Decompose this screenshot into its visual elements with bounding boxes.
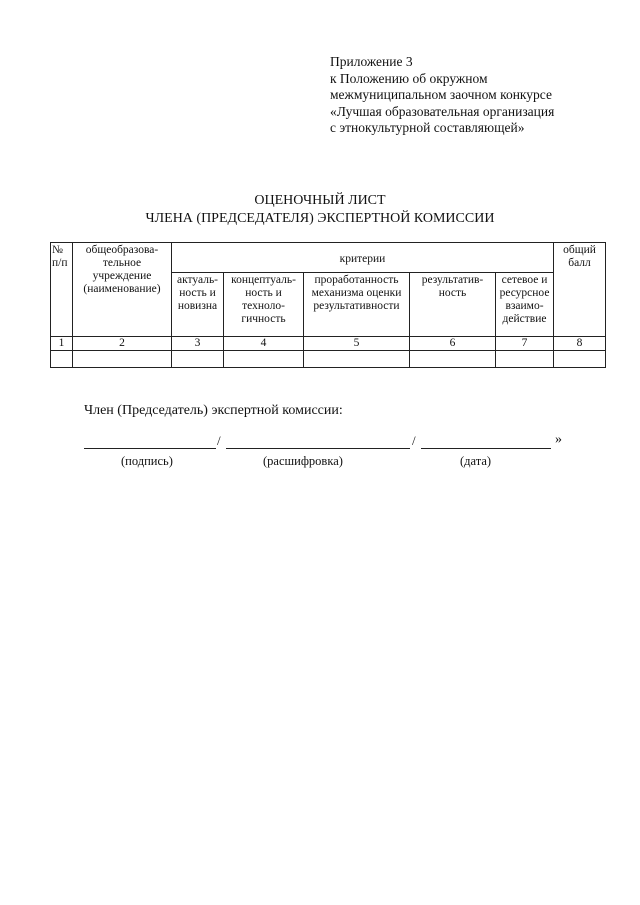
criterion-relevance: актуаль-ность и новизна xyxy=(172,273,224,337)
document-subtitle: ЧЛЕНА (ПРЕДСЕДАТЕЛЯ) ЭКСПЕРТНОЙ КОМИССИИ xyxy=(145,211,495,226)
caption-date: (дата) xyxy=(460,454,492,468)
table-cell[interactable] xyxy=(496,351,554,368)
column-number: 1 xyxy=(51,337,73,351)
table-cell[interactable] xyxy=(410,351,496,368)
table-cell[interactable] xyxy=(73,351,172,368)
member-label: Член (Председатель) экспертной комиссии: xyxy=(84,403,343,418)
table-row xyxy=(51,351,606,368)
document-title: ОЦЕНОЧНЫЙ ЛИСТ xyxy=(254,193,386,208)
column-number: 4 xyxy=(224,337,304,351)
appendix-line: «Лучшая образовательная организация xyxy=(330,103,555,119)
column-number: 6 xyxy=(410,337,496,351)
appendix-line: Приложение 3 xyxy=(330,54,413,69)
header-criteria: критерии xyxy=(172,243,554,273)
evaluation-table xyxy=(50,242,606,368)
closing-quote: » xyxy=(555,432,562,447)
appendix-block xyxy=(330,54,630,137)
appendix-line: к Положению об окружном xyxy=(330,70,488,86)
criterion-results: результатив-ность xyxy=(410,273,496,337)
header-total: общий балл xyxy=(554,243,606,337)
appendix-line: межмуниципальном заочном конкурсе xyxy=(330,87,552,102)
criterion-mechanism: проработанность механизма оценки результативности xyxy=(304,273,410,337)
appendix-line: с этнокультурной составляющей» xyxy=(330,120,525,135)
separator: / xyxy=(412,433,416,448)
table-cell[interactable] xyxy=(554,351,606,368)
table-cell[interactable] xyxy=(224,351,304,368)
caption-sign: (подпись) xyxy=(121,454,173,468)
date-line[interactable] xyxy=(421,434,551,449)
column-number: 8 xyxy=(554,337,606,351)
column-number: 7 xyxy=(496,337,554,351)
signature-line[interactable] xyxy=(84,434,216,449)
criterion-conceptuality: концептуаль-ность и техноло-гичность xyxy=(224,273,304,337)
table-cell[interactable] xyxy=(172,351,224,368)
column-number: 5 xyxy=(304,337,410,351)
table-cell[interactable] xyxy=(304,351,410,368)
decode-line[interactable] xyxy=(226,434,410,449)
column-number: 2 xyxy=(73,337,172,351)
separator: / xyxy=(217,433,221,448)
header-school: общеобразова-тельное учреждение (наименование) xyxy=(73,243,172,337)
criterion-network: сетевое и ресурсное взаимо-действие xyxy=(496,273,554,337)
header-number: № п/п xyxy=(51,243,73,337)
caption-decode: (расшифровка) xyxy=(263,454,343,468)
column-number: 3 xyxy=(172,337,224,351)
table-cell[interactable] xyxy=(51,351,73,368)
